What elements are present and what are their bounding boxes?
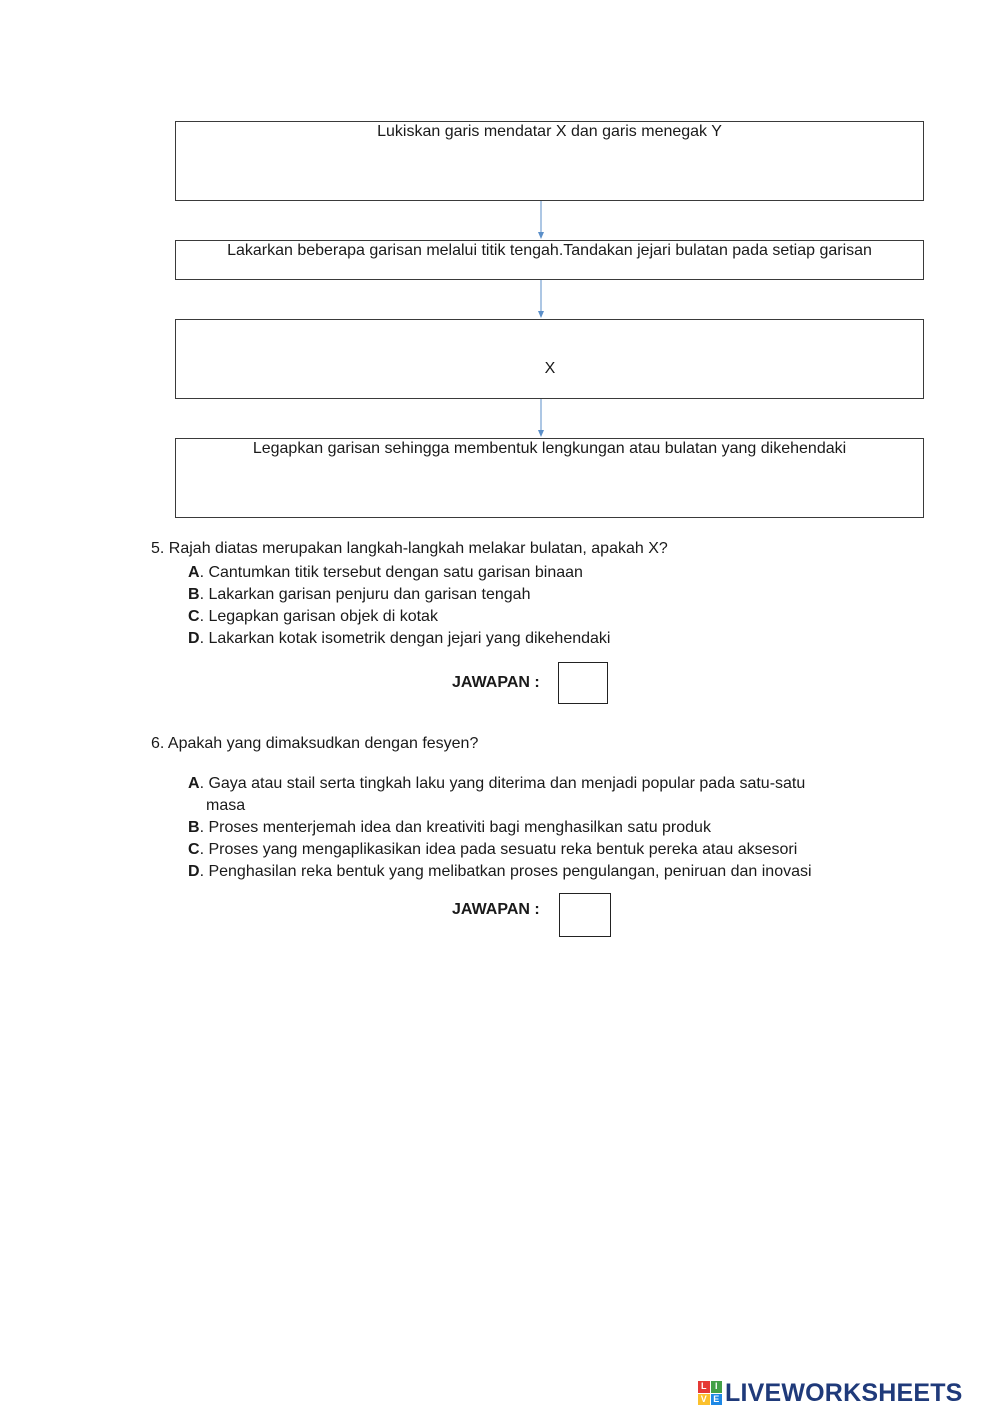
- flow-arrow-2: [536, 280, 546, 319]
- brand-name: LIVEWORKSHEETS: [725, 1378, 963, 1407]
- logo-letter-l: L: [698, 1381, 710, 1393]
- option-letter: B: [188, 819, 200, 836]
- option-text: . Proses menterjemah idea dan kreativiti bagi menghasilkan satu produk: [199, 819, 711, 836]
- question-5-option-b[interactable]: [188, 584, 530, 606]
- question-6-stem: 6. Apakah yang dimaksudkan dengan fesyen?: [151, 735, 479, 752]
- question-6-answer-box[interactable]: [559, 893, 611, 937]
- flow-step-2-text: Lakarkan beberapa garisan melalui titik tengah.Tandakan jejari bulatan pada setiap garisan: [227, 242, 872, 259]
- option-text: . Legapkan garisan objek di kotak: [199, 608, 438, 625]
- flow-step-1: [175, 121, 924, 201]
- flow-arrow-3: [536, 399, 546, 438]
- question-5-stem: 5. Rajah diatas merupakan langkah-langkah melakar bulatan, apakah X?: [151, 540, 668, 557]
- question-6-option-d[interactable]: [188, 861, 812, 883]
- question-5-option-d[interactable]: [188, 628, 610, 650]
- option-letter: C: [188, 608, 200, 625]
- flow-step-3: [175, 319, 924, 399]
- flow-step-4-text: Legapkan garisan sehingga membentuk lengkungan atau bulatan yang dikehendaki: [252, 440, 847, 457]
- option-text-continued: masa: [206, 797, 246, 814]
- question-5-option-a[interactable]: [188, 562, 583, 584]
- logo-letter-v: V: [698, 1394, 710, 1406]
- option-text: . Gaya atau stail serta tingkah laku yang diterima dan menjadi popular pada satu-satu: [199, 775, 806, 792]
- flow-step-4: [175, 438, 924, 518]
- logo-letter-e: E: [711, 1394, 723, 1406]
- question-5-answer-box[interactable]: [558, 662, 608, 704]
- flow-arrow-1: [536, 201, 546, 240]
- option-letter: D: [188, 630, 200, 647]
- question-5-option-c[interactable]: [188, 606, 438, 628]
- option-letter: A: [188, 775, 200, 792]
- option-text: . Cantumkan titik tersebut dengan satu garisan binaan: [199, 564, 583, 581]
- flow-step-2: [175, 240, 924, 280]
- option-text: . Lakarkan kotak isometrik dengan jejari yang dikehendaki: [199, 630, 611, 647]
- option-letter: C: [188, 841, 200, 858]
- option-text: . Proses yang mengaplikasikan idea pada sesuatu reka bentuk pereka atau aksesori: [199, 841, 798, 858]
- option-letter: B: [188, 586, 200, 603]
- flow-step-1-text: Lukiskan garis mendatar X dan garis menegak Y: [377, 123, 722, 140]
- option-letter: A: [188, 564, 200, 581]
- question-6-answer-label: JAWAPAN :: [452, 901, 540, 918]
- brand-logo: [698, 1378, 963, 1408]
- option-text: . Lakarkan garisan penjuru dan garisan tengah: [199, 586, 531, 603]
- question-6-option-a[interactable]: [188, 773, 805, 817]
- option-text: . Penghasilan reka bentuk yang melibatkan proses pengulangan, peniruan dan inovasi: [199, 863, 812, 880]
- logo-letter-i: I: [711, 1381, 723, 1393]
- brand-logo-icon: [698, 1381, 722, 1405]
- flow-step-3-text: X: [544, 360, 556, 377]
- question-5-answer-label: JAWAPAN :: [452, 674, 540, 691]
- question-6-option-b[interactable]: [188, 817, 711, 839]
- question-6-option-c[interactable]: [188, 839, 797, 861]
- option-letter: D: [188, 863, 200, 880]
